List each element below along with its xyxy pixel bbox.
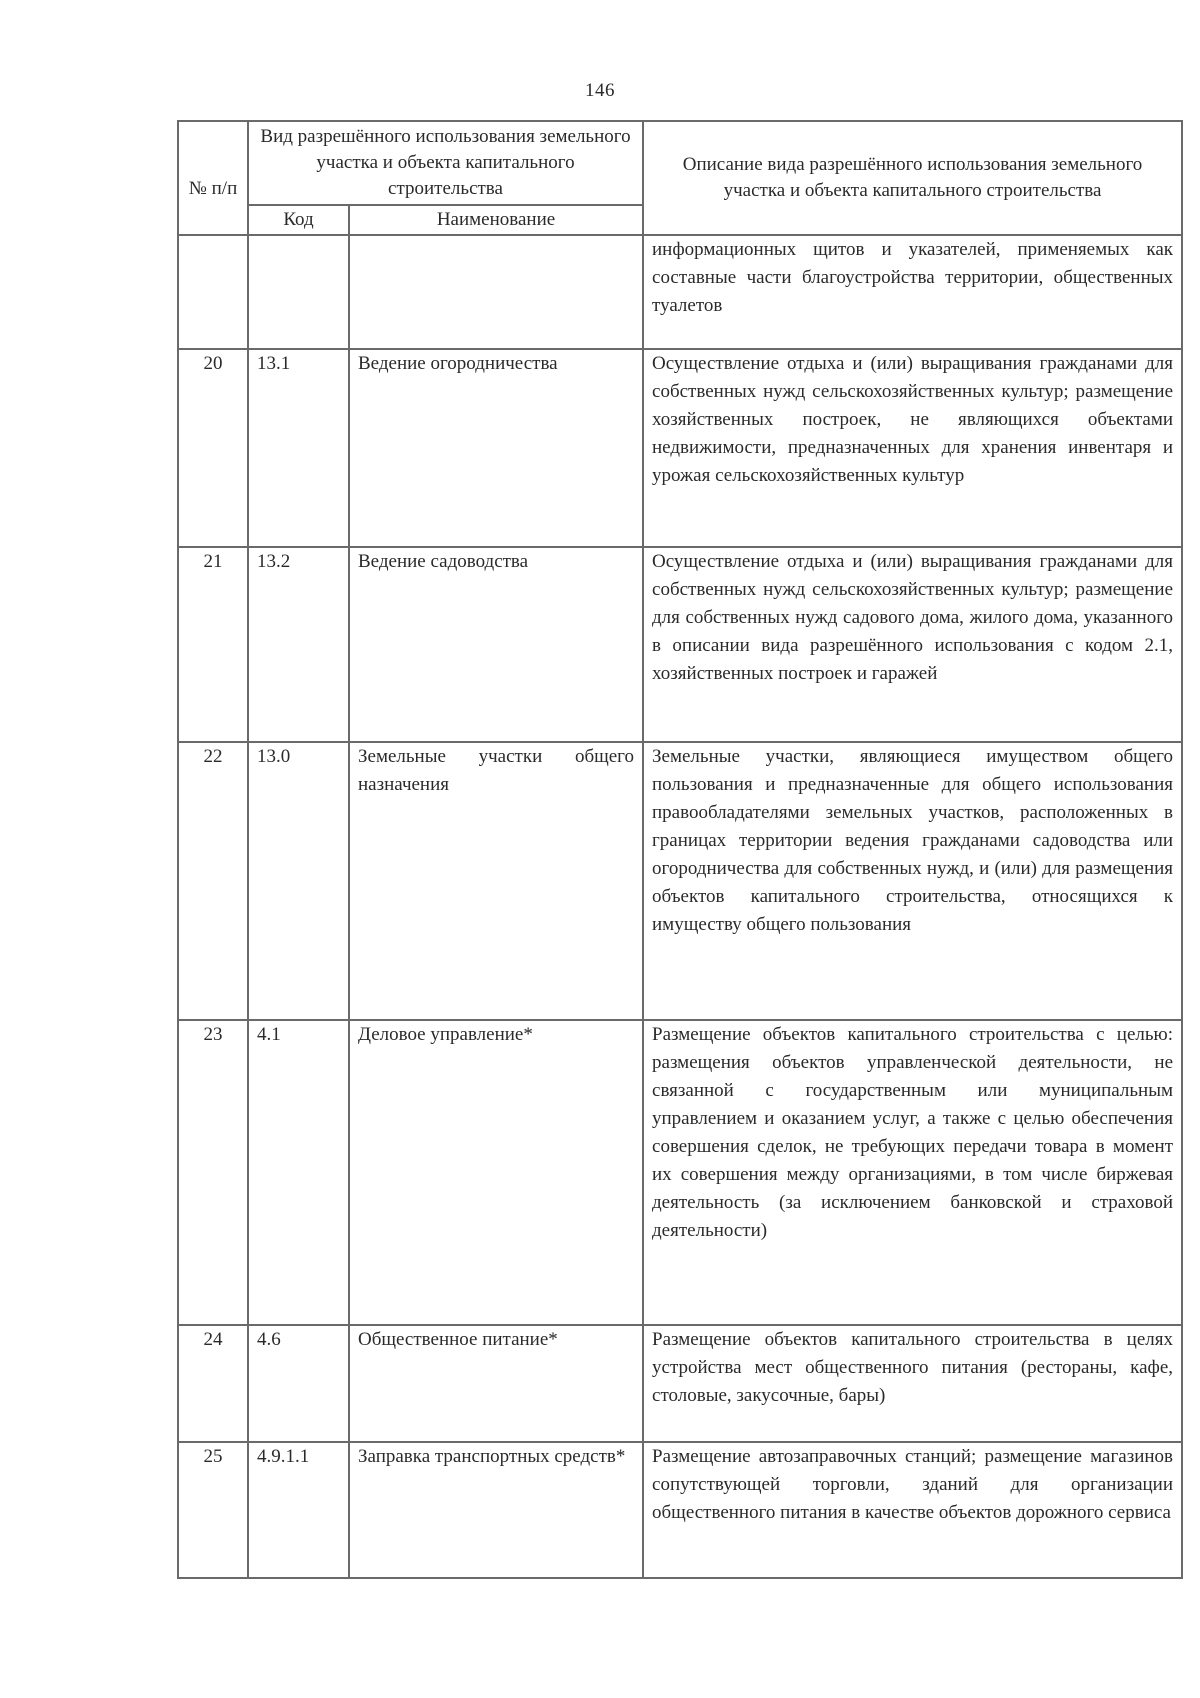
row-num: 22 (178, 742, 248, 1020)
table-header (178, 121, 1182, 235)
row-name: Ведение садоводства (349, 547, 643, 742)
page-number: 146 (585, 80, 615, 101)
table-row (178, 742, 1182, 1020)
table-row (178, 1020, 1182, 1325)
row-name: Общественное питание* (349, 1325, 643, 1442)
row-code: 13.0 (248, 742, 349, 1020)
row-name: Ведение огородничества (349, 349, 643, 547)
row-desc: Размещение объектов капитального строительства в целях устройства мест общественного питания (рестораны, кафе, столовые, закусочные, бары) (643, 1325, 1182, 1442)
header-num: № п/п (178, 121, 248, 235)
row-num: 24 (178, 1325, 248, 1442)
row-name: Заправка транспортных средств* (349, 1442, 643, 1578)
row-desc: Осуществление отдыха и (или) выращивания гражданами для собственных нужд сельскохозяйственных культур; размещение хозяйственных построек, не являющихся объектами недвижимости, предназначенных для хранения инвентаря и урожая сельскохозяйственных культур (643, 349, 1182, 547)
table-row (178, 235, 1182, 349)
row-num (178, 235, 248, 349)
header-group: Вид разрешённого использования земельного участка и объекта капитального строительства (248, 121, 643, 205)
land-use-table (177, 120, 1183, 1579)
table-row (178, 349, 1182, 547)
row-code: 13.2 (248, 547, 349, 742)
row-name (349, 235, 643, 349)
header-desc: Описание вида разрешённого использования земельного участка и объекта капитального строительства (643, 121, 1182, 235)
row-code: 4.1 (248, 1020, 349, 1325)
row-desc: Осуществление отдыха и (или) выращивания гражданами для собственных нужд сельскохозяйственных культур; размещение для собственных нужд садового дома, жилого дома, указанного в описании вида разрешённого использования с кодом 2.1, хозяйственных построек и гаражей (643, 547, 1182, 742)
row-num: 21 (178, 547, 248, 742)
table-row (178, 547, 1182, 742)
header-name: Наименование (349, 205, 643, 235)
row-name: Земельные участки общего назначения (349, 742, 643, 1020)
row-desc: Размещение автозаправочных станций; размещение магазинов сопутствующей торговли, зданий для организации общественного питания в качестве объектов дорожного сервиса (643, 1442, 1182, 1578)
row-num: 20 (178, 349, 248, 547)
row-desc: Земельные участки, являющиеся имуществом общего пользования и предназначенные для общего использования правообладателями земельных участков, расположенных в границах территории ведения гражданами садоводства или огородничества для собственных нужд, и (или) для размещения объектов капитального строительства, относящихся к имуществу общего пользования (643, 742, 1182, 1020)
row-name: Деловое управление* (349, 1020, 643, 1325)
row-num: 25 (178, 1442, 248, 1578)
row-desc: информационных щитов и указателей, применяемых как составные части благоустройства территории, общественных туалетов (643, 235, 1182, 349)
table-row (178, 1442, 1182, 1578)
header-code: Код (248, 205, 349, 235)
table-row (178, 1325, 1182, 1442)
row-desc: Размещение объектов капитального строительства с целью: размещения объектов управленческой деятельности, не связанной с государственным или муниципальным управлением и оказанием услуг, а также с целью обеспечения совершения сделок, не требующих передачи товара в момент их совершения между организациями, в том числе биржевая деятельность (за исключением банковской и страховой деятельности) (643, 1020, 1182, 1325)
row-code (248, 235, 349, 349)
row-code: 4.9.1.1 (248, 1442, 349, 1578)
row-num: 23 (178, 1020, 248, 1325)
row-code: 13.1 (248, 349, 349, 547)
row-code: 4.6 (248, 1325, 349, 1442)
